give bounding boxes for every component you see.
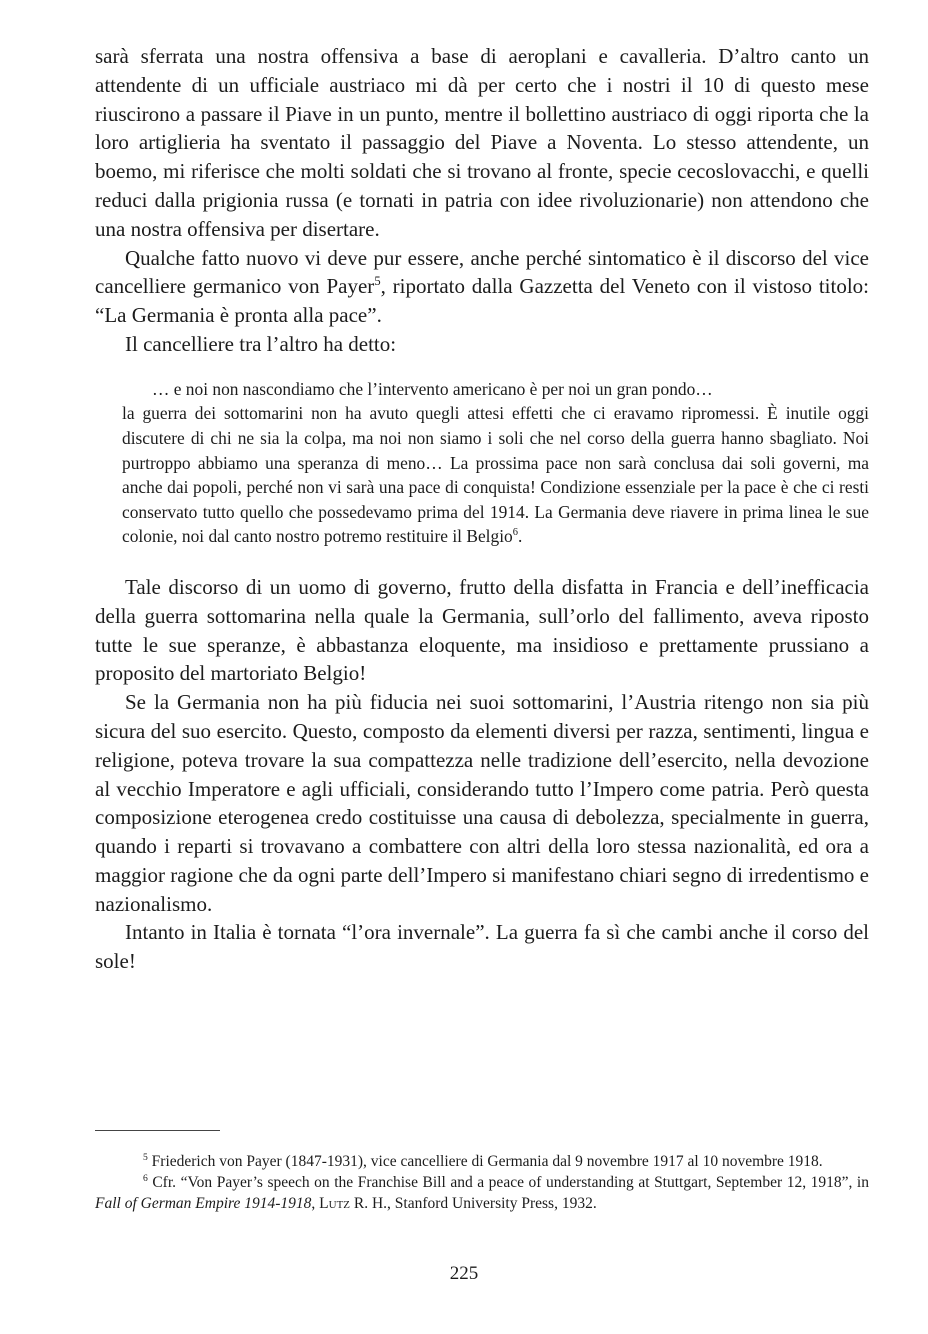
footnote-6-author: Lutz <box>319 1195 351 1212</box>
quote-text: la guerra dei sottomarini non ha avuto quegli attesi effetti che ci eravamo ripromessi. È inutile oggi discutere di chi ne sia la colpa, ma noi non siamo i soli che nel corso della guerra hanno sbagliato. Noi purtroppo abbiamo una speranza di meno… La prossima pace non sarà conclusa dai soli governi, ma anche dai popoli, perché non vi sarà una pace di conquista! Condizione essenziale per la pace è che ci resti conservato tutto quello che possedevamo prima del 1914. La Germania deve riavere in prima linea le sue colonie, noi dal canto nostro potremo restituire il Belgio <box>122 403 869 547</box>
footnote-6 <box>95 1172 869 1214</box>
footnote-6-book-title: Fall of German Empire 1914-1918 <box>95 1195 312 1212</box>
quote-end: . <box>517 526 523 547</box>
footnotes <box>95 1151 869 1214</box>
paragraph-1: sarà sferrata una nostra offensiva a base di aeroplani e cavalleria. D’altro canto un attendente di un ufficiale austriaco mi dà per certo che i nostri il 10 di questo mese riuscirono a passare il Piave in un punto, mentre il bollettino austriaco di oggi riporta che la loro artiglieria ha sventato il passaggio del Piave a Noventa. Lo stesso attendente, un boemo, mi riferisce che molti soldati che si trovano al fronte, specie cecoslovacchi, e quelli reduci dalla prigionia russa (e tornati in patria con idee rivoluzionarie) non attendono che una nostra offensiva per disertare. <box>95 44 869 241</box>
paragraph-4: Tale discorso di un uomo di governo, frutto della disfatta in Francia e dell’inefficacia della guerra sottomarina nella quale la Germania, sull’orlo del fallimento, aveva riposto tutte le sue speranze, è abbastanza eloquente, ma insidioso e prettamente prussiano a proposito del martoriato Belgio! <box>95 574 869 686</box>
footnote-6-separator: , <box>311 1195 320 1212</box>
footnote-5 <box>95 1151 869 1172</box>
footnote-5-number: 5 <box>143 1151 148 1163</box>
paragraph-5: Se la Germania non ha più fiducia nei suoi sottomarini, l’Austria ritengo non sia più sicura del suo esercito. Questo, composto da elementi diversi per razza, sentimenti, lingua e religione, poteva trovare la sua compattezza nelle tradizione dell’esercito, nella devozione al vecchio Imperatore e agli ufficiali, considerando tutto l’Impero come patria. Però questa composizione eterogenea credo costituisse una causa di debolezza, specialmente in guerra, quando i reparti si trovavano a combattere con altri della loro stessa nazionalità, ed ora a maggior ragione che da ogni parte dell’Impero si manifestano chiari segno di irredentismo e nazionalismo. <box>95 690 869 916</box>
paragraph-2 <box>95 244 869 330</box>
paragraph-6: Intanto in Italia è tornata “l’ora invernale”. La guerra fa sì che cambi anche il corso del sole! <box>95 920 869 974</box>
main-text <box>95 42 869 976</box>
block-quote <box>122 377 869 549</box>
page-number: 225 <box>449 1263 479 1284</box>
paragraph-2-start: Qualche fatto nuovo vi deve pur essere, anche perché sintomatico è il discorso del vice cancelliere germanico von Payer <box>95 245 869 299</box>
footnote-6-publisher: R. H., Stanford University Press, 1932. <box>350 1195 597 1212</box>
footnote-6-prefix: Cfr. “Von Payer’s speech on the Franchise Bill and a peace of understanding at Stuttgart, September 12, 1918”, in <box>147 1174 869 1191</box>
paragraph-3: Il cancelliere tra l’altro ha detto: <box>125 331 397 356</box>
footnote-divider <box>95 1130 220 1131</box>
quote-body <box>122 401 869 549</box>
paragraph-2-end: , riportato dalla Gazzetta del Veneto con il vistoso titolo: “La Germania è pronta alla pace”. <box>95 274 869 328</box>
footnote-ref-6: 6 <box>512 527 518 539</box>
footnote-ref-5: 5 <box>374 274 381 289</box>
footnote-5-text: Friederich von Payer (1847-1931), vice cancelliere di Germania dal 9 novembre 1917 al 10 novembre 1918. <box>147 1153 823 1170</box>
footnote-6-number: 6 <box>143 1172 148 1184</box>
quote-lead: … e noi non nascondiamo che l’intervento americano è per noi un gran pondo… <box>152 378 713 399</box>
